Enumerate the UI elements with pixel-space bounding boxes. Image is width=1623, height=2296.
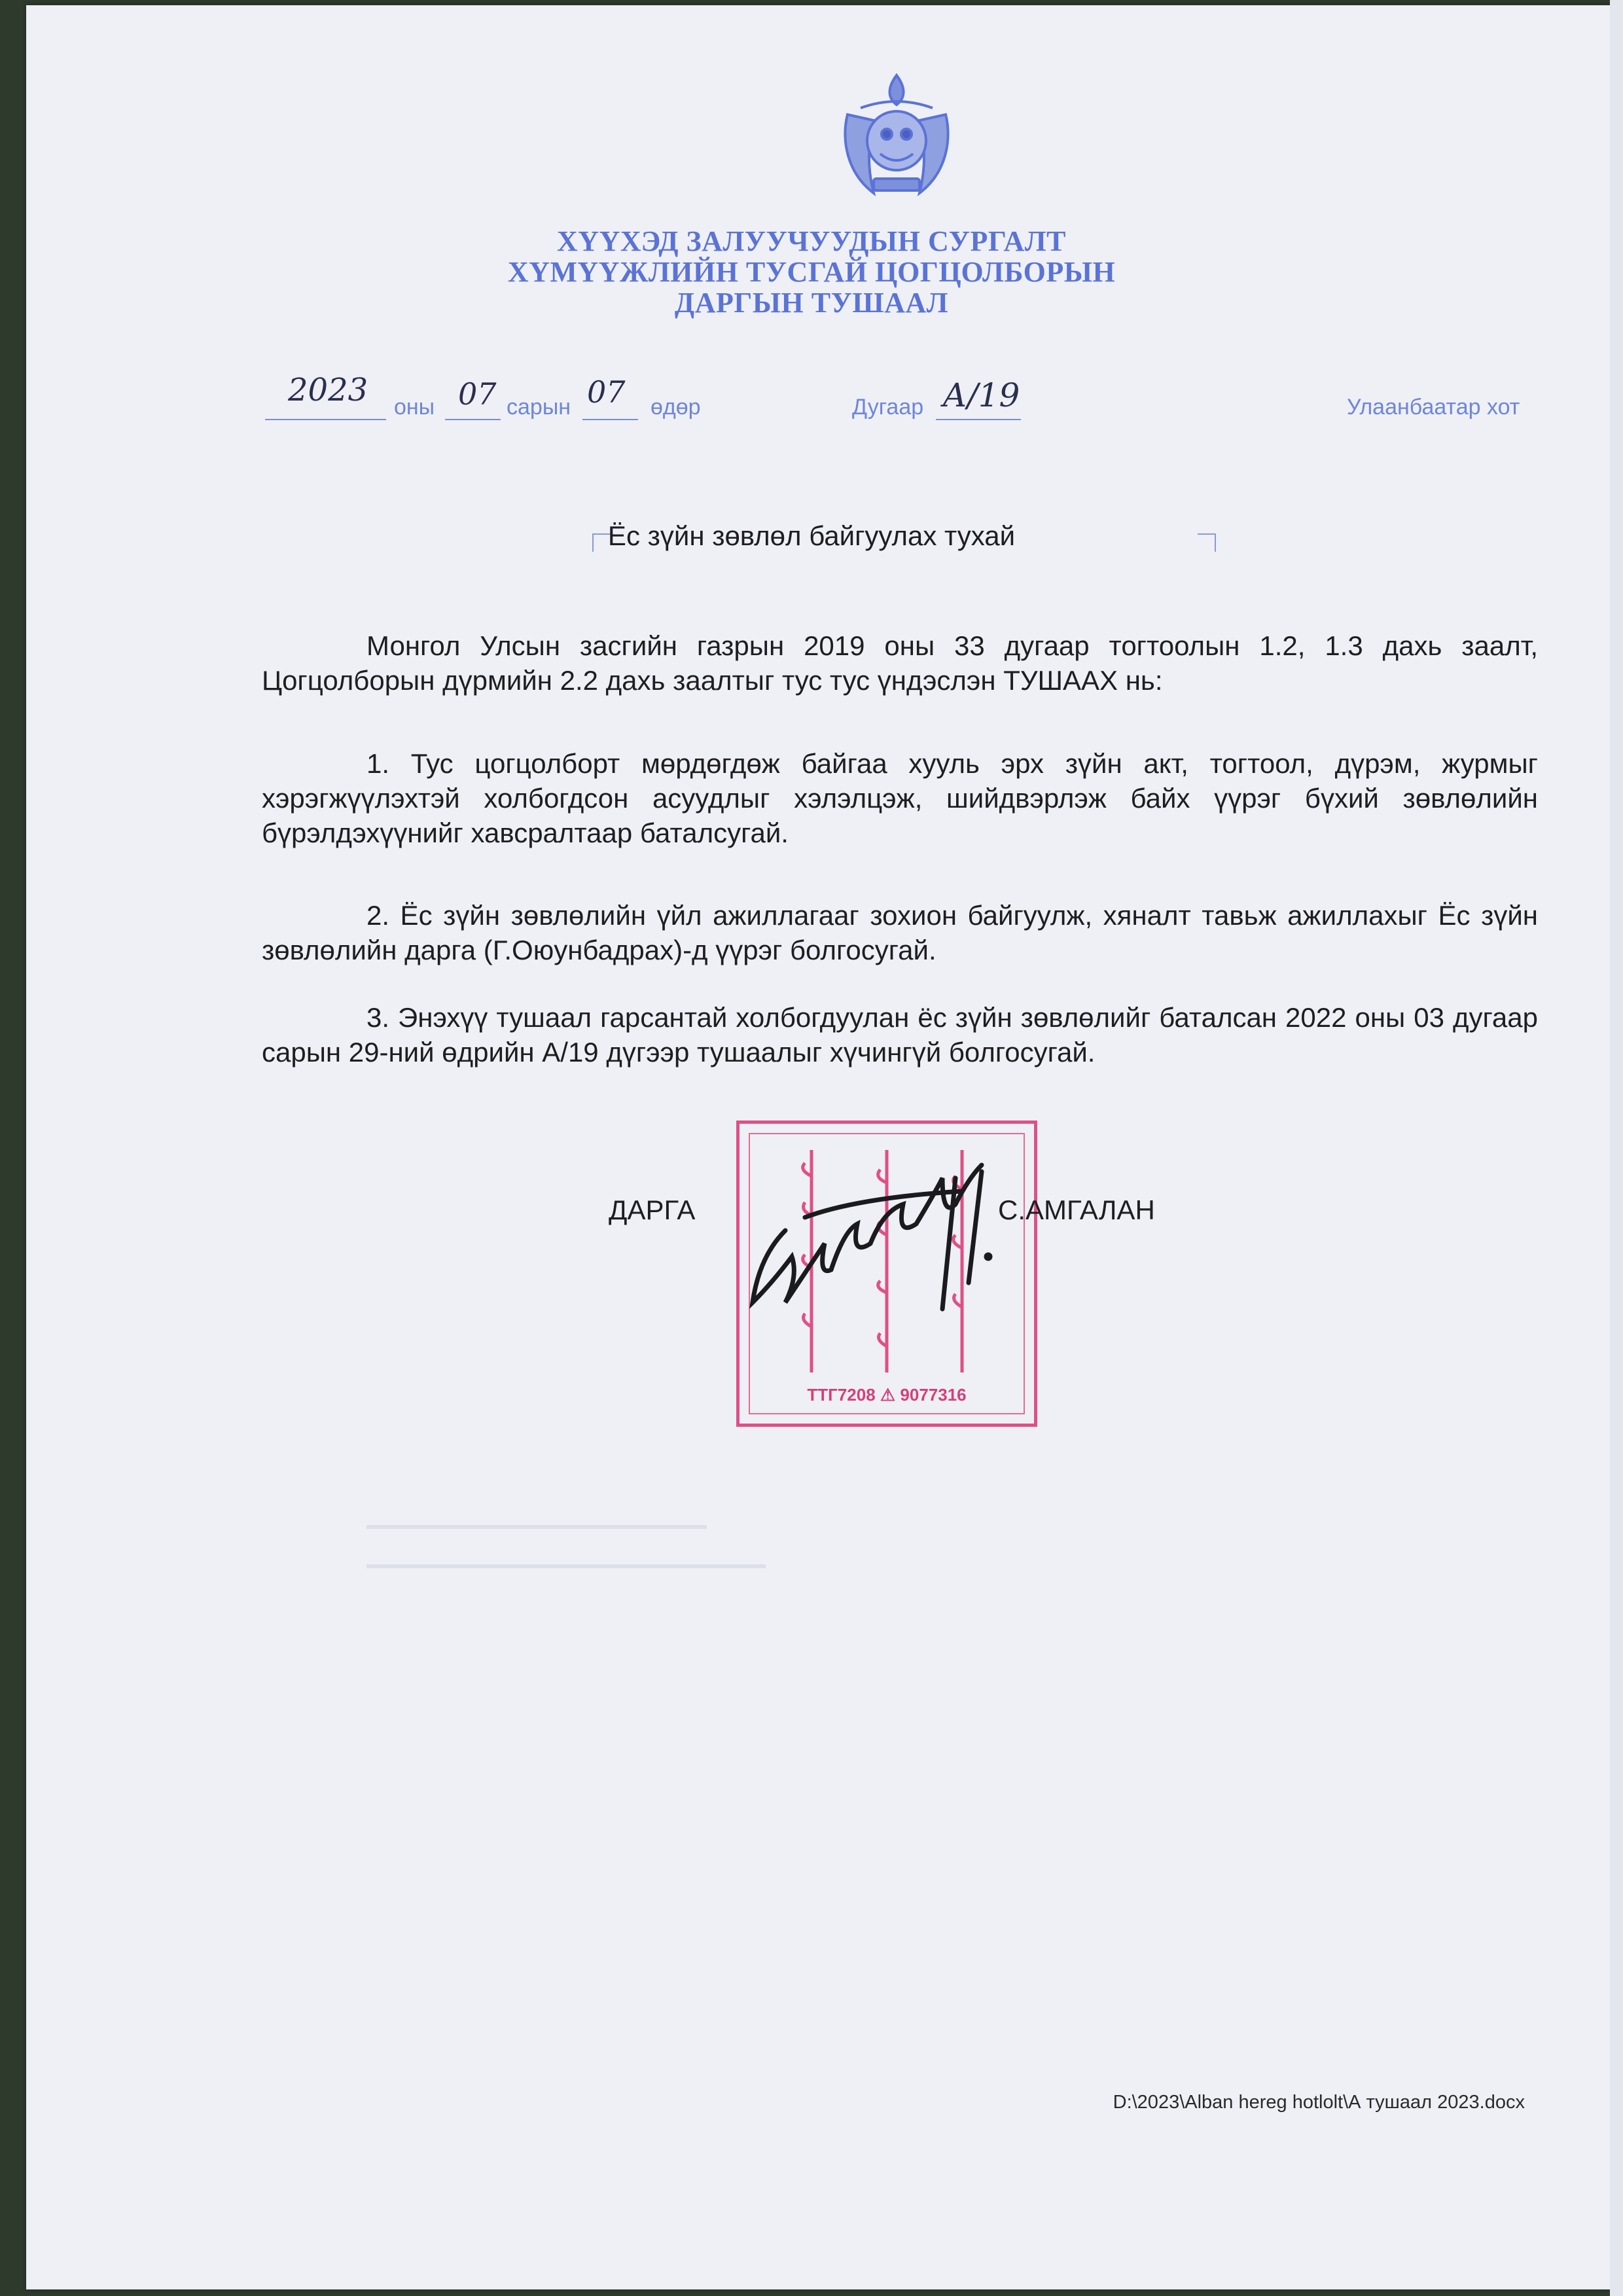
file-path-footer: D:\2023\Alban hereg hotlolt\А тушаал 2023.docx bbox=[1113, 2092, 1525, 2113]
month-underline bbox=[445, 419, 501, 420]
org-line-1: ХҮҮХЭД ЗАЛУУЧУУДЫН СУРГАЛТ bbox=[557, 225, 1066, 257]
number-label: Дугаар bbox=[852, 395, 924, 420]
day-suffix: өдөр bbox=[651, 395, 701, 420]
number-underline bbox=[936, 419, 1021, 420]
signatory-position: ДАРГА bbox=[609, 1194, 696, 1225]
handwritten-signature-icon bbox=[746, 1152, 1021, 1329]
stamp-code: ТТГ7208 ⚠ 9077316 bbox=[807, 1385, 967, 1405]
year-underline bbox=[265, 419, 386, 420]
month-handwritten: 07 bbox=[458, 376, 497, 412]
year-suffix: оны bbox=[394, 395, 435, 420]
organization-header bbox=[0, 226, 1623, 318]
item-2-paragraph: 2. Ёс зүйн зөвлөлийн үйл ажиллагааг зохион байгуулж, хяналт тавьж ажиллахыг Ёс зүйн зөвлөлийн дарга (Г.Оюунбадрах)-д үүрэг болгосугай. bbox=[262, 900, 1538, 965]
state-emblem-icon bbox=[828, 69, 965, 206]
show-through-text bbox=[366, 1512, 1152, 1597]
org-line-2: ХҮМҮҮЖЛИЙН ТУСГАЙ ЦОГЦОЛБОРЫН bbox=[507, 256, 1116, 288]
item-3-paragraph: 3. Энэхүү тушаал гарсантай холбогдуулан ёс зүйн зөвлөлийг баталсан 2022 оны 03 дугаар сарын 29-ний өдрийн А/19 дүгээр тушаалыг хүчингүй болгосугай. bbox=[262, 1002, 1538, 1067]
month-suffix: сарын bbox=[507, 395, 571, 420]
show-through-marks bbox=[366, 1512, 1152, 1590]
day-underline bbox=[582, 419, 638, 420]
day-handwritten: 07 bbox=[587, 374, 626, 410]
signatory-name: С.АМГАЛАН bbox=[998, 1194, 1155, 1225]
item-1-paragraph: 1. Тус цогцолборт мөрдөгдөж байгаа хууль эрх зүйн акт, тогтоол, дүрэм, журмыг хэрэгжүүлэхтэй холбогдсон асуудлыг хэлэлцэж, шийдвэрлэж байх үүрэг бүхий зөвлөлийн бүрэлдэхүүнийг хавсралтаар баталсугай. bbox=[262, 748, 1538, 848]
org-line-3: ДАРГЫН ТУШААЛ bbox=[674, 287, 949, 319]
city-label: Улаанбаатар хот bbox=[1347, 395, 1520, 420]
scan-edge bbox=[1610, 0, 1623, 2296]
document-title: Ёс зүйн зөвлөл байгуулах тухай bbox=[607, 520, 1016, 551]
number-handwritten: А/19 bbox=[942, 376, 1020, 414]
year-handwritten: 2023 bbox=[288, 372, 368, 408]
preamble-paragraph: Монгол Улсын засгийн газрын 2019 оны 33 дугаар тогтоолын 1.2, 1.3 дахь заалт, Цогцолборын дүрмийн 2.2 дахь заалтыг тус тус үндэслэн ТУШААХ нь: bbox=[262, 630, 1538, 696]
